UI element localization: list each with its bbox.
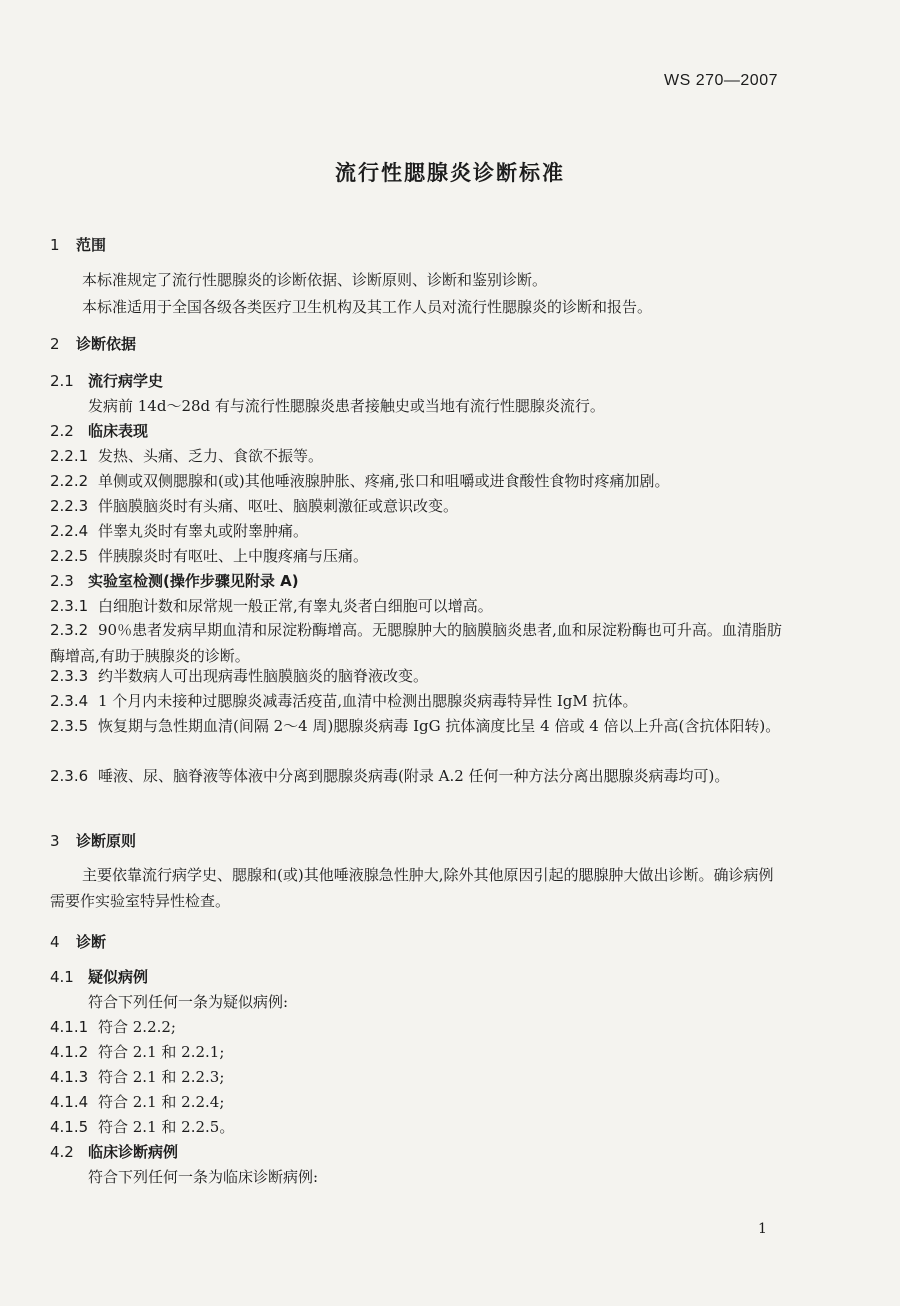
s41-intro: 符合下列任何一条为疑似病例:	[88, 993, 289, 1011]
section-2-2-heading: 2.2 临床表现	[50, 422, 149, 440]
item-2-3-3: 2.3.3 约半数病人可出现病毒性脑膜脑炎的脑脊液改变。	[50, 667, 429, 685]
item-2-2-4: 2.2.4 伴睾丸炎时有睾丸或附睾肿痛。	[50, 522, 309, 540]
section-4-2-heading: 4.2 临床诊断病例	[50, 1143, 179, 1161]
item-4-1-3: 4.1.3 符合 2.1 和 2.2.3;	[50, 1068, 225, 1086]
s1-paragraph-1: 本标准规定了流行性腮腺炎的诊断依据、诊断原则、诊断和鉴别诊断。	[82, 271, 548, 289]
item-2-2-5: 2.2.5 伴胰腺炎时有呕吐、上中腹疼痛与压痛。	[50, 547, 369, 565]
section-4-heading: 4 诊断	[50, 933, 107, 951]
section-4-1-heading: 4.1 疑似病例	[50, 968, 149, 986]
item-2-2-2: 2.2.2 单侧或双侧腮腺和(或)其他唾液腺肿胀、疼痛,张口和咀嚼或进食酸性食物时疼痛加剧。	[50, 472, 670, 490]
item-2-3-6: 2.3.6 唾液、尿、脑脊液等体液中分离到腮腺炎病毒(附录 A.2 任何一种方法分离出腮腺炎病毒均可)。	[50, 767, 730, 785]
item-2-3-4: 2.3.4 1 个月内未接种过腮腺炎减毒活疫苗,血清中检测出腮腺炎病毒特异性 IgM 抗体。	[50, 692, 638, 710]
item-2-2-1: 2.2.1 发热、头痛、乏力、食欲不振等。	[50, 447, 324, 465]
section-1-heading: 1 范围	[50, 236, 107, 254]
standard-code: WS 270—2007	[663, 72, 778, 89]
s1-paragraph-2: 本标准适用于全国各级各类医疗卫生机构及其工作人员对流行性腮腺炎的诊断和报告。	[82, 298, 653, 316]
item-2-2-3: 2.2.3 伴脑膜脑炎时有头痛、呕吐、脑膜刺激征或意识改变。	[50, 497, 459, 515]
s21-text: 发病前 14d～28d 有与流行性腮腺炎患者接触史或当地有流行性腮腺炎流行。	[88, 397, 605, 415]
section-2-3-heading: 2.3 实验室检测(操作步骤见附录 A)	[50, 572, 299, 590]
item-4-1-1: 4.1.1 符合 2.2.2;	[50, 1018, 176, 1036]
document-title: 流行性腮腺炎诊断标准	[335, 161, 565, 185]
item-2-3-1: 2.3.1 白细胞计数和尿常规一般正常,有睾丸炎者白细胞可以增高。	[50, 597, 493, 615]
item-4-1-5: 4.1.5 符合 2.1 和 2.2.5。	[50, 1118, 235, 1136]
item-2-3-2: 2.3.2 90％患者发病早期血清和尿淀粉酶增高。无腮腺肿大的脑膜脑炎患者,血和尿淀粉酶也可升高。血清脂肪酶增高,有助于胰腺炎的诊断。	[50, 621, 782, 665]
item-2-3-5: 2.3.5 恢复期与急性期血清(间隔 2～4 周)腮腺炎病毒 IgG 抗体滴度比呈 4 倍或 4 倍以上升高(含抗体阳转)。	[50, 717, 781, 735]
item-4-1-4: 4.1.4 符合 2.1 和 2.2.4;	[50, 1093, 225, 1111]
item-4-1-2: 4.1.2 符合 2.1 和 2.2.1;	[50, 1043, 225, 1061]
section-2-1-heading: 2.1 流行病学史	[50, 372, 164, 390]
section-3-heading: 3 诊断原则	[50, 832, 137, 850]
s42-intro: 符合下列任何一条为临床诊断病例:	[88, 1168, 319, 1186]
page-number: 1	[758, 1221, 767, 1237]
s3-text: 主要依靠流行病学史、腮腺和(或)其他唾液腺急性肿大,除外其他原因引起的腮腺肿大做出诊断。确诊病例需要作实验室特异性检查。	[50, 866, 774, 910]
section-2-heading: 2 诊断依据	[50, 335, 137, 353]
